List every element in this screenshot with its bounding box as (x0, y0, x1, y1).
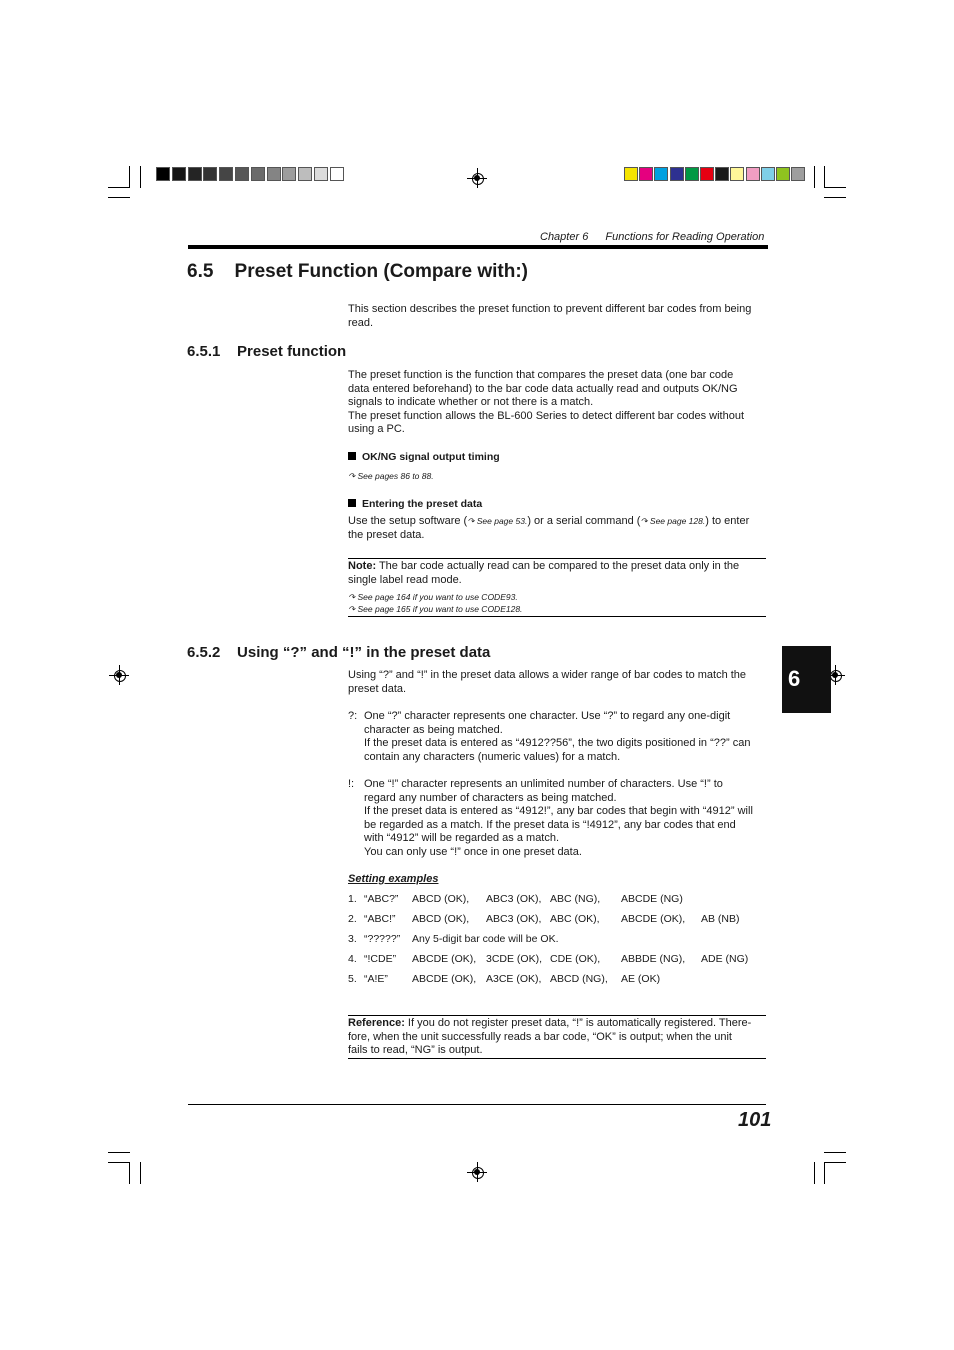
example-number: 5. (348, 973, 357, 985)
arrow-icon: ↷ (348, 471, 356, 481)
color-swatch (670, 167, 684, 181)
gray-swatch (267, 167, 281, 181)
exclamation-rule: !: One “!” character represents an unlimited number of characters. Use “!” to regard any number of characters as being matched. If the preset data is entered as “4912!”, any bar codes that begin with “4912” will be regarded as a match. If the preset data is “!4912”, any bar codes that end with “4912” will be regarded as a match. You can only use “!” once in one preset data. (348, 778, 753, 858)
section-title: 6.5 Preset Function (Compare with:) (187, 261, 528, 282)
example-result: Any 5-digit bar code will be OK. (412, 933, 559, 945)
example-result: A3CE (OK), (486, 973, 542, 985)
example-result: ABCD (OK), (412, 913, 470, 925)
reference-label: Reference: (348, 1017, 405, 1029)
exclamation-label: !: (348, 778, 355, 790)
arrow-icon: ↷ (467, 516, 475, 526)
gray-swatch (282, 167, 296, 181)
chapter-tab-number: 6 (788, 666, 801, 691)
preset-function-paragraph: The preset function is the function that compares the preset data (one bar code data entered beforehand) to the bar code data actually read and outputs OK/NG signals to indicate whether or not there is a match. The preset function allows the BL-600 Series to detect different bar codes without using a PC. (348, 369, 745, 436)
subsection-heading-6-5-2: 6.5.2 Using “?” and “!” in the preset data (187, 644, 491, 661)
square-bullet-icon (348, 452, 356, 460)
entering-heading: Entering the preset data (348, 498, 482, 510)
example-pattern: “?????” (364, 933, 401, 945)
gray-swatch (314, 167, 328, 181)
example-pattern: “ABC!” (364, 913, 396, 925)
okng-heading: OK/NG signal output timing (348, 451, 500, 463)
registration-mark-icon (470, 171, 484, 185)
example-result: ABCDE (OK), (412, 953, 477, 965)
example-result: ABC3 (OK), (486, 893, 542, 905)
registration-mark-icon (112, 668, 126, 682)
example-result: ABCD (OK), (412, 893, 470, 905)
example-pattern: “!CDE” (364, 953, 397, 965)
arrow-icon: ↷ (348, 604, 356, 614)
example-result: AE (OK) (621, 973, 661, 985)
example-number: 4. (348, 953, 357, 965)
gray-swatch (298, 167, 312, 181)
chapter-label: Chapter 6 (540, 231, 589, 243)
note-reference-2: ↷ See page 165 if you want to use CODE128. (348, 604, 523, 614)
registration-mark-icon (470, 1165, 484, 1179)
note-rule-bottom (348, 616, 766, 617)
note-reference-1: ↷ See page 164 if you want to use CODE93. (348, 592, 518, 602)
example-result: ABC3 (OK), (486, 913, 542, 925)
example-number: 3. (348, 933, 357, 945)
wildcard-intro: Using “?” and “!” in the preset data allows a wider range of bar codes to match the preset data. (348, 669, 747, 695)
entering-paragraph: Use the setup software (↷ See page 53.) or a serial command (↷ See page 128.) to enter the preset data. (348, 515, 750, 541)
example-number: 2. (348, 913, 357, 925)
example-result: 3CDE (OK), (486, 953, 543, 965)
page-number: 101 (738, 1109, 772, 1131)
example-result: ABCDE (OK), (412, 973, 477, 985)
color-swatch (654, 167, 668, 181)
example-result: ABC (OK), (550, 913, 600, 925)
setting-examples-title: Setting examples (348, 873, 439, 885)
chapter-tab (782, 646, 831, 713)
question-mark-label: ?: (348, 710, 358, 722)
square-bullet-icon (348, 499, 356, 507)
note-box: Note: The bar code actually read can be compared to the preset data only in the single label read mode. (348, 560, 740, 586)
example-result: ABC (NG), (550, 893, 601, 905)
example-result: ABCDE (NG) (621, 893, 683, 905)
reference-rule-top (348, 1015, 766, 1016)
color-swatch (776, 167, 790, 181)
chapter-title: Functions for Reading Operation (605, 231, 765, 243)
color-swatch (746, 167, 760, 181)
color-swatch (700, 167, 714, 181)
subsection-heading-6-5-1: 6.5.1 Preset function (187, 343, 347, 360)
gray-swatch (188, 167, 202, 181)
example-result: ABCD (NG), (550, 973, 608, 985)
example-result: AB (NB) (701, 913, 740, 925)
okng-reference: ↷ See pages 86 to 88. (348, 471, 434, 481)
arrow-icon: ↷ (640, 516, 648, 526)
example-result: ADE (NG) (701, 953, 749, 965)
note-rule-top (348, 558, 766, 559)
footer-rule (188, 1104, 766, 1105)
example-result: ABCDE (OK), (621, 913, 686, 925)
example-number: 1. (348, 893, 357, 905)
note-label: Note: (348, 560, 377, 572)
gray-swatch (203, 167, 217, 181)
arrow-icon: ↷ (348, 592, 356, 602)
example-result: ABBDE (NG), (621, 953, 686, 965)
question-mark-rule: ?: One “?” character represents one character. Use “?” to regard any one-digit character as being matched. If the preset data is entered as “4912??56”, the two digits positioned in “??” can contain any characters (numeric values) for a match. (348, 710, 751, 763)
gray-swatch (219, 167, 233, 181)
gray-swatch (235, 167, 249, 181)
running-header (540, 231, 764, 243)
gray-swatch (330, 167, 344, 181)
example-pattern: “A!E” (364, 973, 388, 985)
reference-box: Reference: If you do not register preset data, “!” is automatically registered. There- fore, when the unit successfully reads a bar code, “OK” is output; when the unit fails to read, “NG” is output. (348, 1017, 752, 1057)
color-swatch (791, 167, 805, 181)
color-swatch (730, 167, 744, 181)
intro-paragraph: This section describes the preset function to prevent different bar codes from being read. (348, 303, 752, 329)
color-swatch (624, 167, 638, 181)
header-rule (188, 245, 768, 249)
example-pattern: “ABC?” (364, 893, 399, 905)
example-result: CDE (OK), (550, 953, 601, 965)
gray-swatch (251, 167, 265, 181)
color-swatch (685, 167, 699, 181)
color-swatch (715, 167, 729, 181)
reference-rule-bottom (348, 1058, 766, 1059)
color-swatch (639, 167, 653, 181)
gray-swatch (156, 167, 170, 181)
gray-swatch (172, 167, 186, 181)
color-swatch (761, 167, 775, 181)
